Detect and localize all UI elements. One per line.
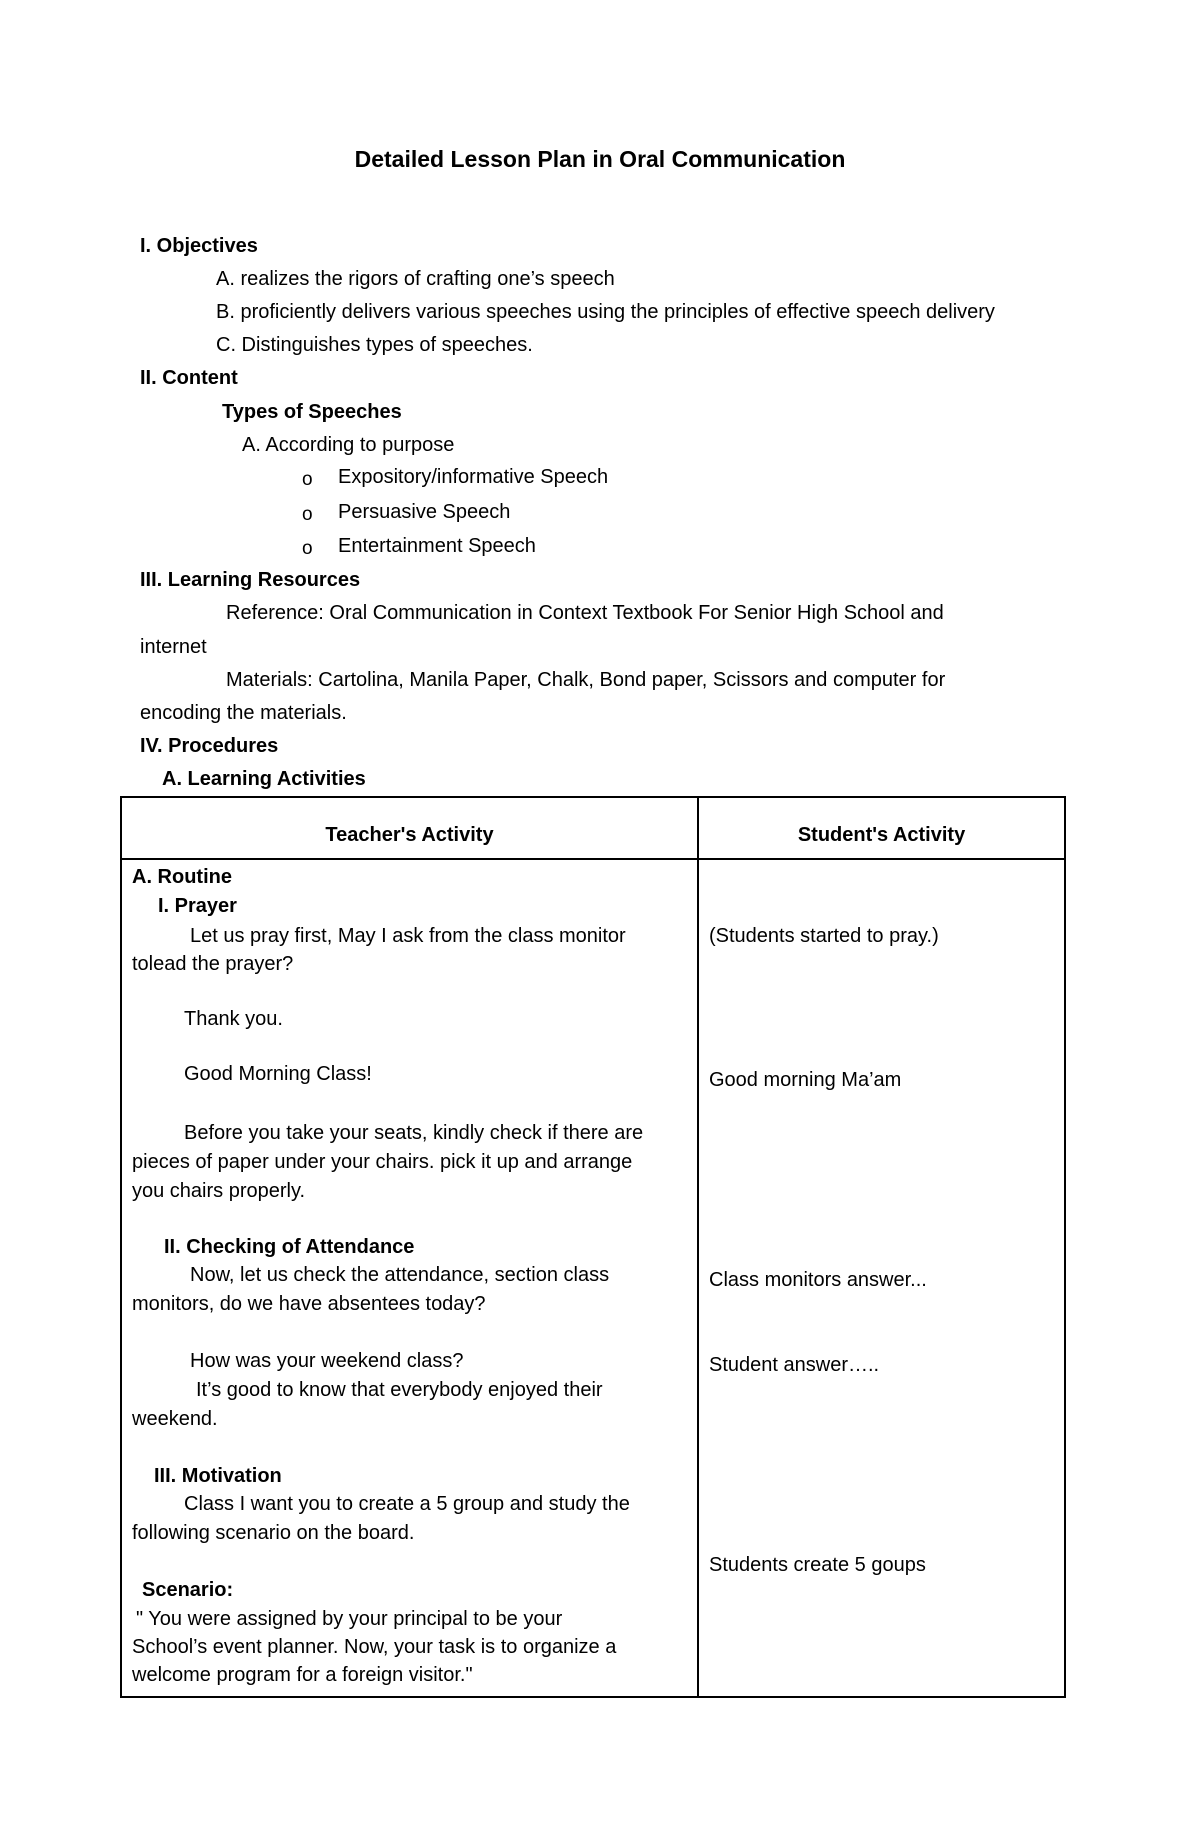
weekend-text-3: weekend. [132, 1408, 218, 1430]
objective-c: C. Distinguishes types of speeches. [216, 334, 533, 356]
learning-activities-heading: A. Learning Activities [162, 768, 366, 790]
prayer-heading: I. Prayer [158, 895, 237, 917]
content-purpose: A. According to purpose [242, 434, 455, 456]
weekend-text-1: How was your weekend class? [190, 1350, 464, 1372]
bullet-item-entertainment: Entertainment Speech [338, 535, 536, 557]
materials-line-1: Materials: Cartolina, Manila Paper, Chalk, Bond paper, Scissors and computer for [226, 669, 946, 691]
routine-heading: A. Routine [132, 866, 232, 888]
table-row [121, 859, 1065, 1697]
table-header-row [121, 797, 1065, 859]
objective-a: A. realizes the rigors of crafting one’s speech [216, 268, 615, 290]
teacher-activity-header: Teacher's Activity [121, 797, 698, 859]
thanks-text: Thank you. [184, 1008, 283, 1030]
student-pray-text: (Students started to pray.) [709, 925, 939, 947]
objectives-heading: I. Objectives [140, 235, 258, 257]
teacher-activity-cell [121, 859, 698, 1697]
motivation-text-2: following scenario on the board. [132, 1522, 415, 1544]
student-attendance-text: Class monitors answer... [709, 1269, 927, 1291]
learning-activities-table [120, 796, 1066, 1698]
procedures-heading: IV. Procedures [140, 735, 279, 757]
scenario-text-2: School’s event planner. Now, your task is to organize a [132, 1636, 617, 1658]
scenario-text-3: welcome program for a foreign visitor." [132, 1664, 473, 1686]
weekend-text-2: It’s good to know that everybody enjoyed their [196, 1379, 603, 1401]
seats-text-3: you chairs properly. [132, 1180, 306, 1202]
motivation-heading: III. Motivation [154, 1465, 282, 1487]
attendance-heading: II. Checking of Attendance [164, 1236, 415, 1258]
bullet-icon: o [302, 538, 313, 559]
student-weekend-text: Student answer….. [709, 1354, 880, 1376]
greeting-text: Good Morning Class! [184, 1063, 372, 1085]
attendance-text-1: Now, let us check the attendance, section class [190, 1264, 610, 1286]
seats-text-1: Before you take your seats, kindly check if there are [184, 1122, 644, 1144]
content-heading: II. Content [140, 367, 238, 389]
student-activity-header: Student's Activity [698, 797, 1065, 859]
bullet-icon: o [302, 469, 313, 490]
prayer-text-2: tolead the prayer? [132, 953, 294, 975]
resources-heading: III. Learning Resources [140, 569, 361, 591]
student-activity-cell [698, 859, 1065, 1697]
objective-b: B. proficiently delivers various speeches using the principles of effective speech delivery [216, 301, 995, 323]
reference-line-1: Reference: Oral Communication in Context Textbook For Senior High School and [226, 602, 944, 624]
motivation-text-1: Class I want you to create a 5 group and study the [184, 1493, 630, 1515]
student-greeting-text: Good morning Ma’am [709, 1069, 902, 1091]
reference-line-2: internet [140, 636, 207, 658]
attendance-text-2: monitors, do we have absentees today? [132, 1293, 486, 1315]
bullet-icon: o [302, 504, 313, 525]
scenario-text-1: " You were assigned by your principal to be your [136, 1608, 563, 1630]
seats-text-2: pieces of paper under your chairs. pick it up and arrange [132, 1151, 633, 1173]
materials-line-2: encoding the materials. [140, 702, 347, 724]
document-title: Detailed Lesson Plan in Oral Communication [354, 146, 846, 172]
student-groups-text: Students create 5 goups [709, 1554, 926, 1576]
content-subheading: Types of Speeches [222, 401, 402, 423]
prayer-text-1: Let us pray first, May I ask from the class monitor [190, 925, 626, 947]
bullet-item-expository: Expository/informative Speech [338, 466, 609, 488]
scenario-heading: Scenario: [142, 1579, 234, 1601]
bullet-item-persuasive: Persuasive Speech [338, 501, 511, 523]
